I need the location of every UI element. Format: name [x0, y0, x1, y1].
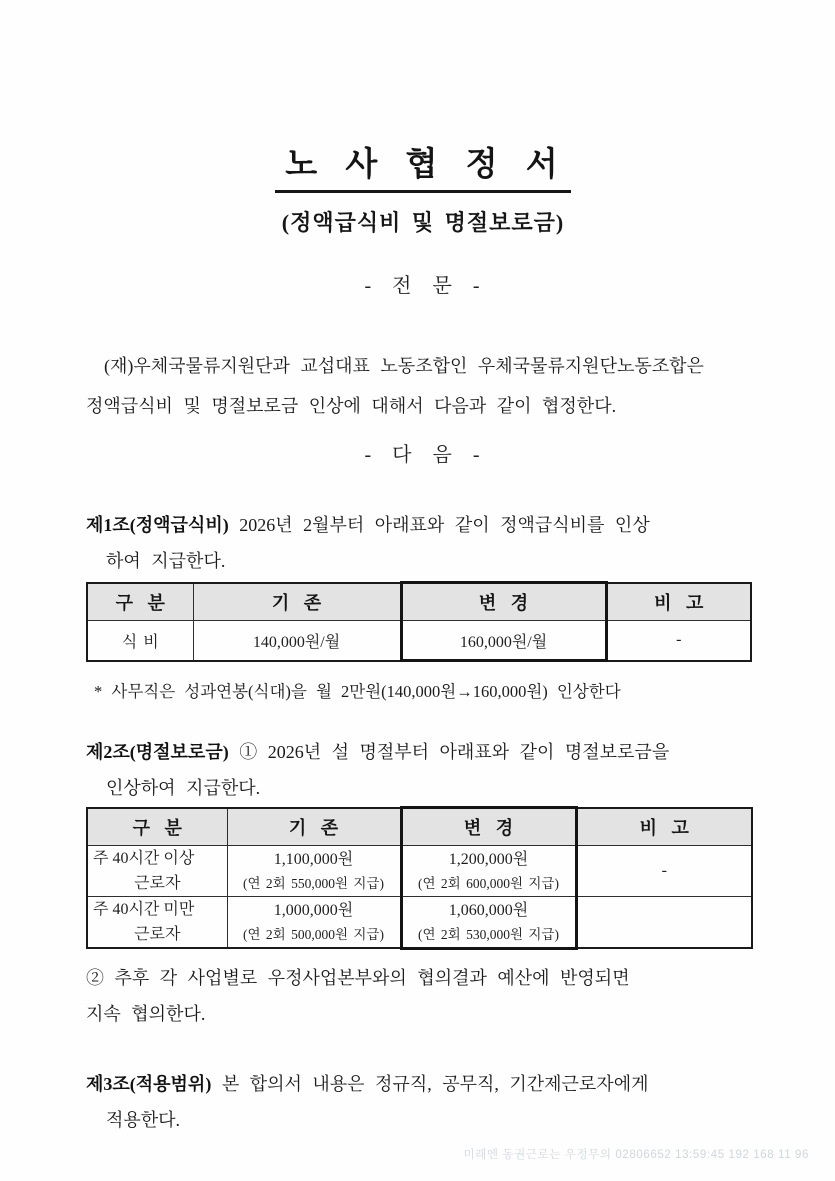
article-2-line-2: 인상하여 지급한다. [106, 778, 261, 798]
daum-label: - 다 음 - [364, 444, 482, 466]
table1-footnote: * 사무직은 성과연봉(식대)을 월 2만원(140,000원→160,000원) 인상한다 [94, 682, 621, 701]
new-amount: 1,200,000원 [448, 851, 529, 868]
new-detail: (연 2회 600,000원 지급) [418, 876, 559, 891]
cell-new [401, 897, 576, 949]
cell-old [227, 846, 401, 897]
table-row [87, 897, 752, 949]
preamble [86, 346, 760, 426]
old-detail: (연 2회 500,000원 지급) [243, 927, 384, 942]
article-2-heading: 제2조(명절보로금) [86, 742, 229, 762]
new-amount: 1,060,000원 [448, 901, 529, 919]
header-new: 변 경 [401, 583, 606, 621]
article-1 [86, 507, 760, 579]
category-line-1: 주 40시간 미만 [93, 901, 195, 918]
table-header-row [87, 808, 752, 846]
new-detail: (연 2회 530,000원 지급) [418, 926, 559, 942]
document-subtitle: (정액급식비 및 명절보로금) [281, 210, 565, 235]
header-note: 비 고 [606, 583, 751, 621]
article-3-text: 본 합의서 내용은 정규직, 공무직, 기간제근로자에게 [221, 1073, 649, 1094]
article-1-line-2: 하여 지급한다. [106, 551, 226, 571]
category-line-2: 근로자 [134, 875, 181, 892]
scan-timestamp-footer: 미래엔 동권근로는 우정무의 02806652 13:59:45 192 168 11 96 [463, 1149, 809, 1161]
clause-2-line-2: 지속 협의한다. [86, 1003, 206, 1024]
article-1-text: 2026년 2월부터 아래표와 같이 정액급식비를 인상 [239, 515, 650, 535]
cell-new: 160,000원/월 [401, 621, 606, 661]
article-3 [86, 1066, 760, 1138]
category-line-2: 근로자 [134, 926, 181, 943]
cell-category [87, 846, 227, 897]
meal-allowance-table [86, 581, 752, 662]
article-3-heading: 제3조(적용범위) [86, 1073, 212, 1094]
title-wrap [86, 138, 760, 193]
header-old: 기 존 [227, 808, 401, 846]
cell-old [227, 897, 401, 949]
header-note: 비 고 [576, 808, 752, 846]
clause-2-line-1: ② 추후 각 사업별로 우정사업본부와의 협의결과 예산에 반영되면 [86, 967, 630, 988]
document-title: 노 사 협 정 서 [275, 138, 570, 193]
cell-note: - [606, 621, 751, 661]
preface-label: - 전 문 - [364, 275, 482, 297]
article-2-line-1 [86, 734, 760, 770]
table-header-row [87, 583, 751, 621]
article-1-heading: 제1조(정액급식비) [86, 515, 229, 535]
category-line-1: 주 40시간 이상 [93, 850, 195, 867]
cell-note [576, 897, 752, 949]
cell-old: 140,000원/월 [193, 621, 401, 661]
header-category: 구 분 [87, 583, 193, 621]
article-1-line-1 [86, 507, 760, 543]
cell-category: 식 비 [87, 621, 193, 661]
table-row [87, 846, 752, 897]
article-3-line-2: 적용한다. [106, 1109, 181, 1130]
cell-new [401, 846, 576, 897]
header-new: 변 경 [401, 808, 576, 846]
old-amount: 1,100,000원 [273, 851, 354, 868]
header-category: 구 분 [87, 808, 227, 846]
old-amount: 1,000,000원 [273, 902, 354, 919]
article-2-clause-2 [86, 960, 760, 1032]
table-row [87, 621, 751, 661]
article-3-line-1 [86, 1066, 760, 1102]
old-detail: (연 2회 550,000원 지급) [243, 876, 384, 891]
preamble-line-2: 정액급식비 및 명절보로금 인상에 대해서 다음과 같이 협정한다. [86, 396, 617, 416]
header-old: 기 존 [193, 583, 401, 621]
cell-note: - [576, 846, 752, 897]
article-2-text: ① 2026년 설 명절부터 아래표와 같이 명절보로금을 [239, 742, 670, 762]
cell-category [87, 897, 227, 949]
preamble-line-1: (재)우체국물류지원단과 교섭대표 노동조합인 우체국물류지원단노동조합은 [104, 356, 704, 376]
holiday-bonus-table [86, 806, 753, 950]
article-2 [86, 734, 760, 806]
